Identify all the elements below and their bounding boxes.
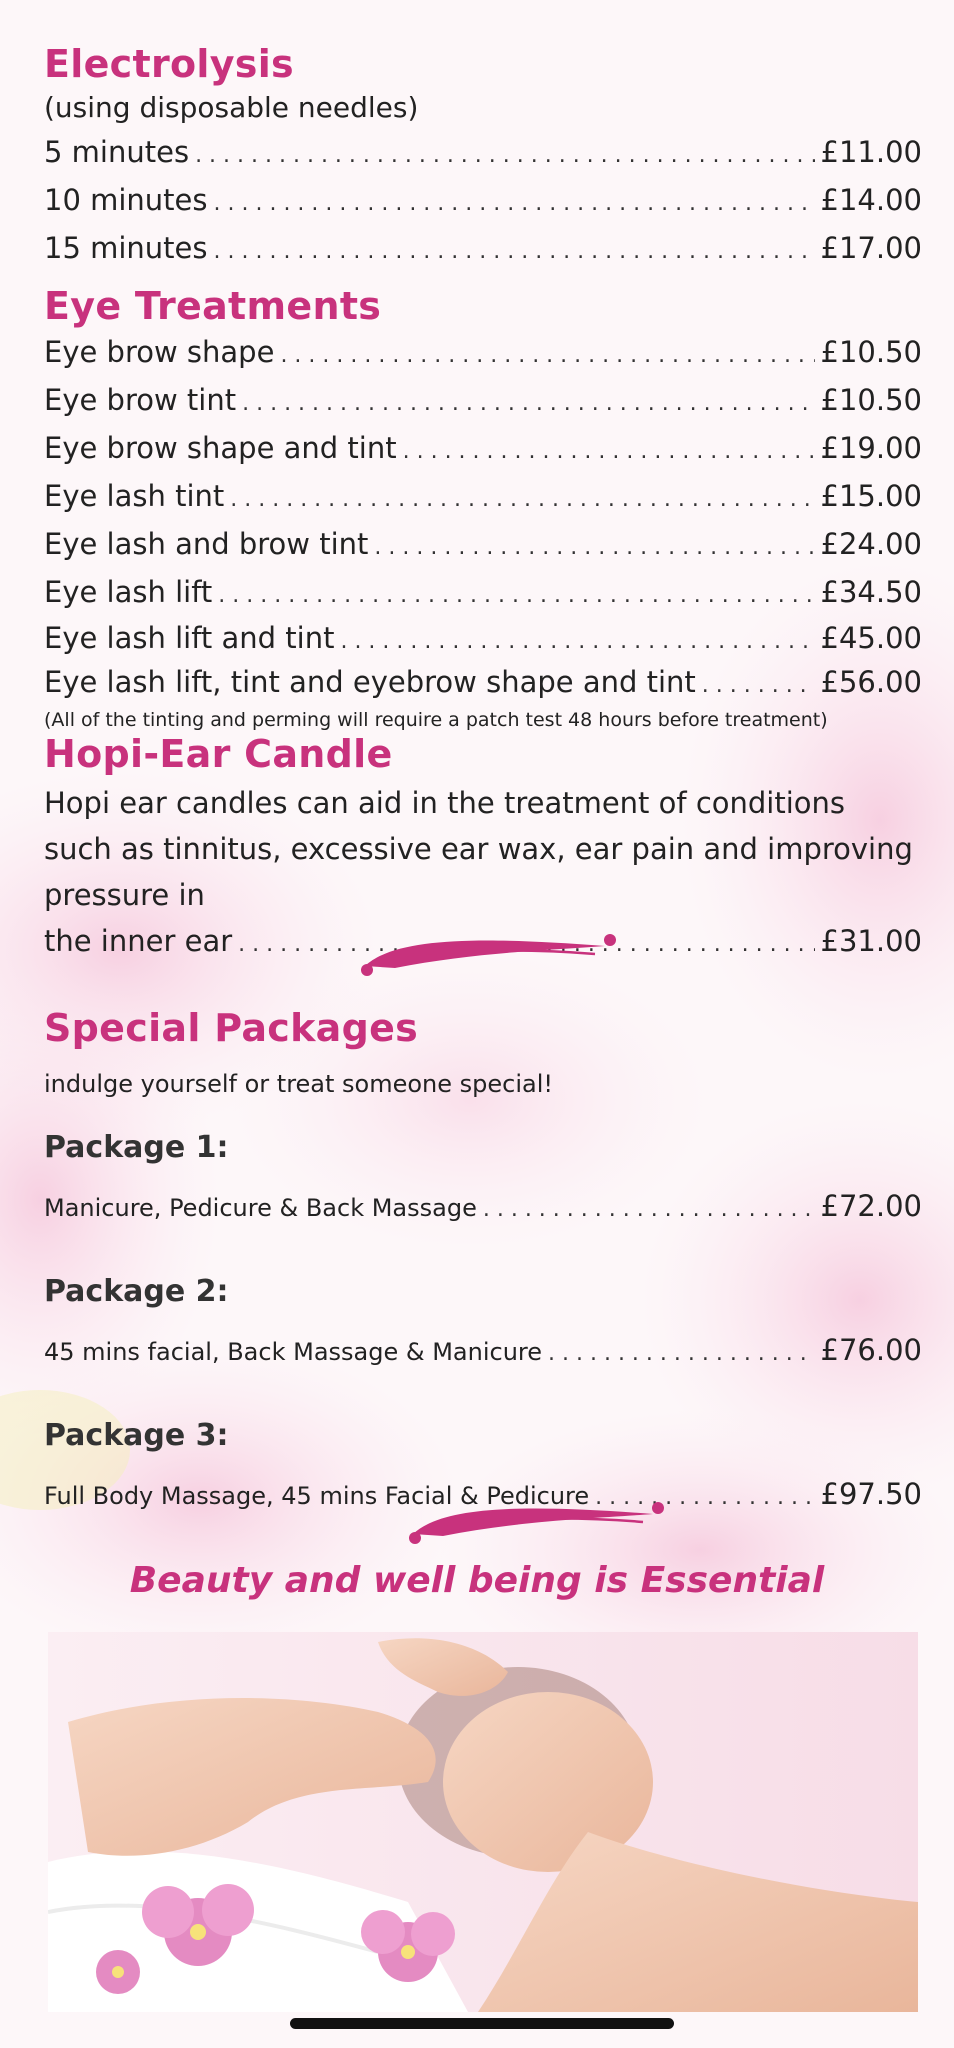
section-title: Special Packages <box>44 1006 419 1050</box>
item-price: £24.00 <box>820 527 922 561</box>
package-title: Package 2: <box>44 1274 229 1309</box>
package-item <box>44 1126 922 1232</box>
price-row <box>44 522 922 570</box>
section-title: Eye Treatments <box>44 284 382 328</box>
item-name: 15 minutes <box>44 231 208 265</box>
item-price: £10.50 <box>820 335 922 369</box>
item-price: £15.00 <box>820 479 922 513</box>
price-row <box>44 226 922 274</box>
spa-massage-photo <box>48 1632 918 2012</box>
hopi-description: Hopi ear candles can aid in the treatment of conditions such as tinnitus, excessive ear wax, ear pain and improving pressure in <box>44 786 913 912</box>
item-name: the inner ear <box>44 924 233 958</box>
tagline: Beauty and well being is Essential <box>129 1560 825 1601</box>
item-price: £76.00 <box>820 1333 922 1367</box>
orchid-flower-icon <box>96 1950 140 1994</box>
package-description: Manicure, Pedicure & Back Massage <box>44 1194 477 1222</box>
home-indicator[interactable] <box>290 2018 674 2029</box>
patch-test-note: (All of the tinting and perming will require a patch test 48 hours before treatment) <box>44 709 828 731</box>
item-name: Eye lash lift <box>44 575 213 609</box>
price-row <box>44 378 922 426</box>
flourish-divider <box>403 1496 673 1546</box>
price-row <box>44 130 922 178</box>
item-name: Eye brow shape and tint <box>44 431 397 465</box>
item-name: 10 minutes <box>44 183 208 217</box>
price-row <box>44 662 922 706</box>
item-name: Eye lash lift and tint <box>44 621 335 655</box>
item-price: £34.50 <box>820 575 922 609</box>
item-price: £14.00 <box>820 183 922 217</box>
item-price: £97.50 <box>820 1477 922 1511</box>
item-name: Eye lash and brow tint <box>44 527 369 561</box>
package-title: Package 3: <box>44 1418 229 1453</box>
section-subtitle: indulge yourself or treat someone special! <box>44 1070 554 1098</box>
price-row <box>44 618 922 662</box>
item-name: Eye lash tint <box>44 479 225 513</box>
item-price: £10.50 <box>820 383 922 417</box>
item-price: £45.00 <box>820 621 922 655</box>
section-special-packages <box>44 1006 922 1520</box>
section-title: Hopi-Ear Candle <box>44 732 393 776</box>
price-row <box>44 330 922 378</box>
item-name: Eye brow tint <box>44 383 237 417</box>
item-price: £11.00 <box>820 135 922 169</box>
item-name: Eye brow shape <box>44 335 275 369</box>
price-row <box>44 1328 922 1376</box>
section-subtitle: (using disposable needles) <box>44 91 419 124</box>
item-price: £31.00 <box>820 924 922 958</box>
price-row <box>44 426 922 474</box>
price-row <box>44 474 922 522</box>
item-name: Eye lash lift, tint and eyebrow shape and tint <box>44 665 696 699</box>
flourish-divider <box>355 928 625 978</box>
price-row <box>44 570 922 618</box>
item-price: £19.00 <box>820 431 922 465</box>
section-title: Electrolysis <box>44 42 294 86</box>
package-description: 45 mins facial, Back Massage & Manicure <box>44 1338 543 1366</box>
item-price: £17.00 <box>820 231 922 265</box>
price-row <box>44 1184 922 1232</box>
package-description: Full Body Massage, 45 mins Facial & Pedicure <box>44 1482 590 1510</box>
package-item <box>44 1270 922 1376</box>
section-electrolysis <box>44 42 922 274</box>
item-price: £56.00 <box>820 665 922 699</box>
price-row <box>44 178 922 226</box>
item-price: £72.00 <box>820 1189 922 1223</box>
item-name: 5 minutes <box>44 135 190 169</box>
section-eye-treatments <box>44 284 922 734</box>
package-title: Package 1: <box>44 1130 229 1165</box>
